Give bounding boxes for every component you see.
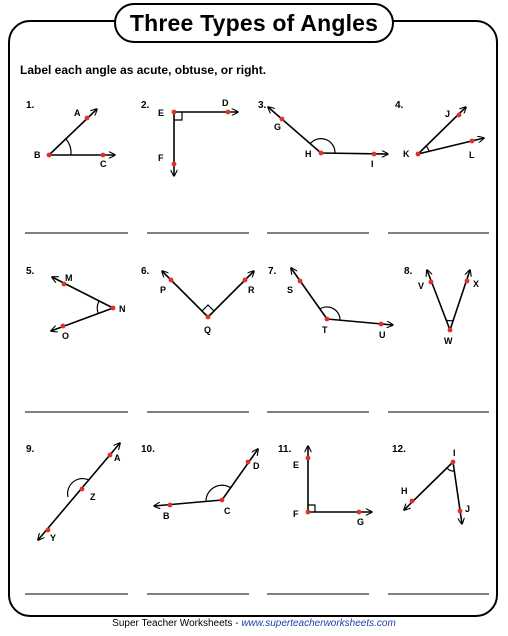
problem-8 <box>404 266 479 346</box>
problem-number: 3. <box>258 100 267 111</box>
point-R <box>243 278 248 283</box>
point-A <box>85 116 90 121</box>
point-F <box>306 510 311 515</box>
label-S: S <box>287 285 294 295</box>
point-B <box>168 503 173 508</box>
point-C <box>220 498 225 503</box>
point-T <box>325 317 330 322</box>
point-U <box>379 322 384 327</box>
label-V: V <box>418 281 425 291</box>
point-I <box>451 460 456 465</box>
label-A: A <box>114 453 121 463</box>
label-C: C <box>100 159 107 169</box>
point-N <box>111 306 116 311</box>
footer <box>0 618 508 629</box>
point-V <box>429 280 434 285</box>
label-C: C <box>224 506 231 516</box>
point-D <box>226 110 231 115</box>
label-F: F <box>293 509 299 519</box>
label-E: E <box>158 108 165 118</box>
point-F <box>172 162 177 167</box>
point-P <box>169 278 174 283</box>
label-Z: Z <box>90 492 96 502</box>
problem-3 <box>258 100 388 169</box>
problem-9 <box>26 443 121 543</box>
point-I <box>372 152 377 157</box>
label-F: F <box>158 153 164 163</box>
label-D: D <box>222 98 229 108</box>
problem-1 <box>26 100 115 169</box>
problem-10 <box>141 444 260 521</box>
label-O: O <box>62 331 70 341</box>
point-L <box>470 139 475 144</box>
problem-number: 10. <box>141 444 155 455</box>
label-B: B <box>163 511 170 521</box>
point-E <box>172 110 177 115</box>
label-M: M <box>65 273 73 283</box>
problem-number: 7. <box>268 266 277 277</box>
point-X <box>465 279 470 284</box>
point-G <box>357 510 362 515</box>
problem-number: 8. <box>404 266 413 277</box>
problem-number: 2. <box>141 100 150 111</box>
problem-number: 9. <box>26 444 35 455</box>
label-J: J <box>465 504 471 514</box>
point-O <box>61 324 66 329</box>
problem-2 <box>141 98 238 176</box>
point-B <box>47 153 52 158</box>
point-W <box>448 328 453 333</box>
point-Y <box>46 528 51 533</box>
label-W: W <box>444 336 453 346</box>
label-N: N <box>119 304 126 314</box>
point-H <box>410 499 415 504</box>
label-Q: Q <box>204 325 212 335</box>
label-R: R <box>248 285 255 295</box>
problem-number: 4. <box>395 100 404 111</box>
point-A <box>108 453 113 458</box>
label-H: H <box>305 149 312 159</box>
problem-number: 6. <box>141 266 150 277</box>
point-Z <box>80 487 85 492</box>
point-Q <box>206 315 211 320</box>
point-C <box>101 153 106 158</box>
problem-11 <box>278 444 372 527</box>
label-H: H <box>401 486 408 496</box>
label-B: B <box>34 150 41 160</box>
label-A: A <box>74 108 81 118</box>
point-H <box>319 151 324 156</box>
label-G: G <box>274 122 282 132</box>
footer-url-link[interactable]: www.superteacherworksheets.com <box>241 618 396 629</box>
problem-12 <box>392 444 470 524</box>
problem-5 <box>26 266 126 341</box>
label-K: K <box>403 149 410 159</box>
footer-brand: Super Teacher Worksheets - <box>112 618 242 629</box>
problem-number: 12. <box>392 444 406 455</box>
label-P: P <box>160 285 167 295</box>
label-U: U <box>379 330 386 340</box>
instructions: Label each angle as acute, obtuse, or right. <box>20 63 267 77</box>
point-J <box>458 509 463 514</box>
point-J <box>457 113 462 118</box>
point-E <box>306 456 311 461</box>
label-E: E <box>293 460 300 470</box>
problem-7 <box>268 266 393 340</box>
label-X: X <box>473 279 480 289</box>
worksheet-title: Three Types of Angles <box>129 9 379 36</box>
label-I: I <box>453 448 456 458</box>
point-D <box>246 460 251 465</box>
problem-number: 11. <box>278 444 292 455</box>
label-J: J <box>445 109 451 119</box>
label-G: G <box>357 517 365 527</box>
point-G <box>280 117 285 122</box>
point-S <box>298 279 303 284</box>
problem-6 <box>141 266 255 335</box>
label-L: L <box>469 150 475 160</box>
label-Y: Y <box>50 533 57 543</box>
problem-number: 1. <box>26 100 35 111</box>
label-D: D <box>253 461 260 471</box>
label-I: I <box>371 159 374 169</box>
problem-4 <box>395 100 484 160</box>
label-T: T <box>322 325 328 335</box>
problem-number: 5. <box>26 266 35 277</box>
point-K <box>416 152 421 157</box>
